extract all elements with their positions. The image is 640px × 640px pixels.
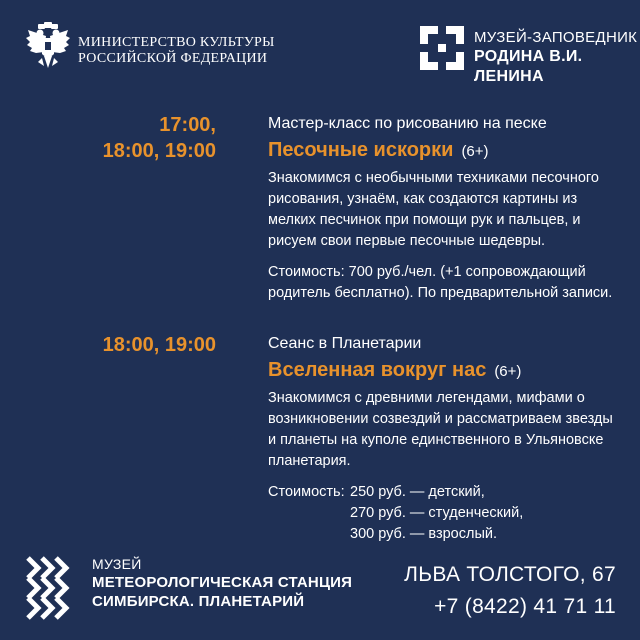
- price-table: [268, 482, 618, 545]
- event-title-row: [268, 138, 618, 162]
- event-planetarium: [268, 334, 618, 545]
- footer-museum-line3: СИМБИРСКА. ПЛАНЕТАРИЙ: [92, 593, 305, 610]
- price-row: [268, 503, 618, 524]
- event-price: Стоимость: 700 руб./чел. (+1 сопровождающий родитель бесплатно). По предварительной записи.: [268, 264, 613, 301]
- event-time: 18:00, 19:00: [102, 334, 216, 356]
- price-student: 270 руб. — студенческий,: [350, 505, 524, 521]
- footer-museum-name: [92, 556, 352, 611]
- museum-reserve-line2: РОДИНА В.И. ЛЕНИНА: [474, 48, 583, 85]
- event-title: Песочные искорки: [268, 139, 454, 161]
- footer-museum-line2: МЕТЕОРОЛОГИЧЕСКАЯ СТАНЦИЯ: [92, 574, 353, 591]
- price-label: Стоимость:: [268, 484, 345, 500]
- footer-museum-line1: МУЗЕЙ: [92, 556, 142, 572]
- double-headed-eagle-icon: [24, 22, 72, 74]
- event-title-row: [268, 358, 618, 382]
- event-sand-workshop: [268, 114, 618, 304]
- chevron-stack-logo-icon: [24, 556, 82, 620]
- price-row: [268, 524, 618, 545]
- age-rating: (6+): [461, 143, 489, 160]
- museum-reserve-name: [474, 28, 640, 87]
- event-category: Мастер-класс по рисованию на песке: [268, 115, 547, 132]
- event-description: Знакомимся с древними легендами, мифами о возникновении созвездий и рассматриваем звезды и планеты на куполе единственного в Ульяновске планетария.: [268, 390, 613, 469]
- price-adult: 300 руб. — взрослый.: [350, 526, 498, 542]
- event-description: Знакомимся с необычными техниками песочного рисования, узнаём, как создаются картины из мелких песчинок при помощи рук и пальцев, и рисуем свои первые песочные шедевры.: [268, 170, 599, 249]
- phone-number[interactable]: +7 (8422) 41 71 11: [434, 595, 616, 618]
- age-rating: (6+): [494, 363, 522, 380]
- ministry-name-line2: РОССИЙСКОЙ ФЕДЕРАЦИИ: [78, 51, 268, 66]
- cross-square-logo-icon: [420, 26, 464, 70]
- event-time: 17:00, 18:00, 19:00: [102, 114, 216, 162]
- event-title: Вселенная вокруг нас: [268, 359, 487, 381]
- price-row: [268, 482, 618, 503]
- event-category: Сеанс в Планетарии: [268, 335, 422, 352]
- ministry-name: [78, 35, 275, 67]
- ministry-name-line1: МИНИСТЕРСТВО КУЛЬТУРЫ: [78, 35, 275, 50]
- price-child: 250 руб. — детский,: [350, 484, 485, 500]
- museum-reserve-line1: МУЗЕЙ-ЗАПОВЕДНИК: [474, 29, 638, 46]
- address: ЛЬВА ТОЛСТОГО, 67: [404, 563, 616, 586]
